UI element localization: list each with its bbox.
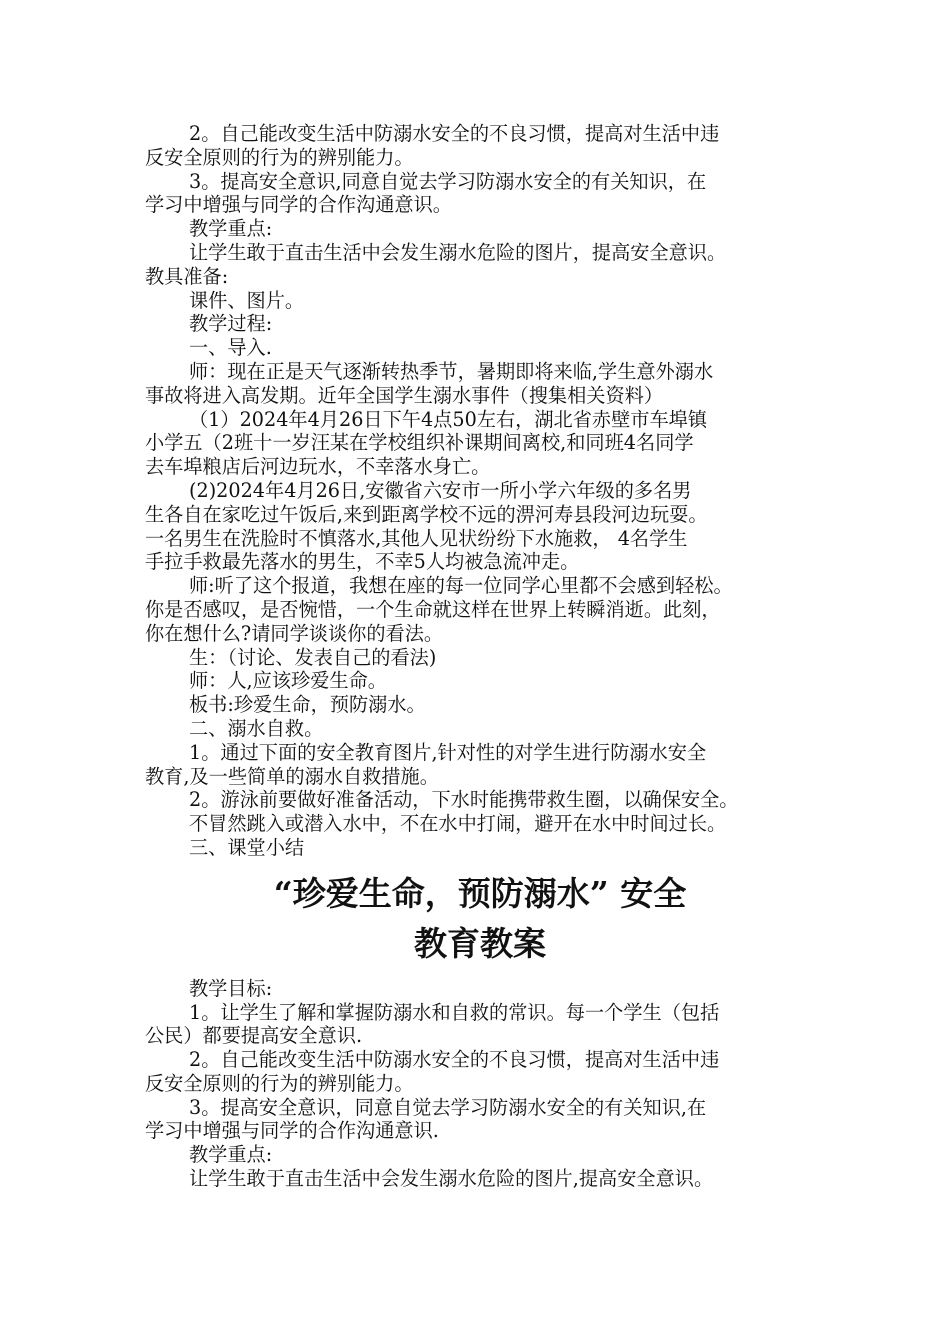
- text-line: 让学生敢于直击生活中会发生溺水危险的图片，提高安全意识。: [189, 240, 727, 264]
- text-line: 教学重点:: [189, 217, 273, 241]
- text-line: 反安全原则的行为的辨别能力。: [145, 145, 414, 169]
- text-line: 1。让学生了解和掌握防溺水和自救的常识。每一个学生（包括: [189, 1000, 720, 1024]
- text-line: 学习中增强与同学的合作沟通意识。: [145, 193, 452, 217]
- text-line: 反安全原则的行为的辨别能力。: [145, 1071, 414, 1095]
- title-line-1: “珍爱生命，预防溺水” 安全: [273, 873, 687, 913]
- text-line: 生：（讨论、发表自己的看法): [189, 645, 437, 669]
- text-line: 公民）都要提高安全意识.: [145, 1024, 363, 1048]
- text-line: 不冒然跳入或潜入水中，不在水中打闹，避开在水中时间过长。: [189, 812, 727, 836]
- text-line: 教学过程:: [189, 312, 273, 336]
- lesson-plan-title: [145, 869, 815, 969]
- text-line: 2。自己能改变生活中防溺水安全的不良习惯，提高对生活中违: [189, 122, 720, 145]
- text-line: 师：人,应该珍爱生命。: [189, 669, 387, 693]
- text-line: 课件、图片。: [189, 288, 305, 312]
- text-line: 1。通过下面的安全教育图片,针对性的对学生进行防溺水安全: [189, 740, 707, 764]
- text-line: 你是否感叹，是否惋惜，一个生命就这样在世界上转瞬消逝。此刻，: [145, 597, 721, 621]
- text-line: 板书:珍爱生命，预防溺水。: [189, 693, 426, 717]
- text-line: 一名男生在洗脸时不慎落水,其他人见状纷纷下水施救， 4名学生: [145, 526, 688, 550]
- text-line: 3。提高安全意识，同意自觉去学习防溺水安全的有关知识,在: [189, 1095, 707, 1119]
- text-line: 教具准备:: [145, 264, 229, 288]
- text-line: 教学重点:: [189, 1143, 273, 1167]
- lesson-plan-continuation: [145, 122, 815, 860]
- text-line: （1）2024年4月26日下午4点50左右，湖北省赤壁市车埠镇: [189, 407, 708, 431]
- title-line-2: 教育教案: [414, 923, 546, 963]
- text-line: 学习中增强与同学的合作沟通意识.: [145, 1119, 439, 1143]
- lesson-plan-body: [145, 977, 815, 1191]
- text-line: 教育,及一些简单的溺水自救措施。: [145, 764, 439, 788]
- text-line: (2)2024年4月26日,安徽省六安市一所小学六年级的多名男: [189, 478, 692, 502]
- text-line: 手拉手救最先落水的男生，不幸5人均被急流冲走。: [145, 550, 580, 574]
- text-line: 2。自己能改变生活中防溺水安全的不良习惯，提高对生活中违: [189, 1048, 720, 1072]
- text-line: 教学目标:: [189, 976, 273, 1000]
- text-line: 三、课堂小结: [189, 835, 305, 859]
- text-line: 师：现在正是天气逐渐转热季节，暑期即将来临,学生意外溺水: [189, 359, 714, 383]
- text-line: 生各自在家吃过午饭后,来到距离学校不远的淠河寿县段河边玩耍。: [145, 502, 708, 526]
- text-line: 一、导入.: [189, 336, 272, 360]
- text-line: 小学五（2班十一岁汪某在学校组织补课期间离校,和同班4名同学: [145, 431, 694, 455]
- text-line: 让学生敢于直击生活中会发生溺水危险的图片,提高安全意识。: [189, 1167, 714, 1191]
- text-line: 3。提高安全意识,同意自觉去学习防溺水安全的有关知识，在: [189, 169, 707, 193]
- text-line: 你在想什么?请同学谈谈你的看法。: [145, 621, 444, 645]
- text-line: 去车埠粮店后河边玩水，不幸落水身亡。: [145, 455, 491, 479]
- document-body: [145, 122, 815, 1191]
- text-line: 事故将进入高发期。近年全国学生溺水事件（搜集相关资料）: [145, 383, 664, 407]
- text-line: 师:听了这个报道，我想在座的每一位同学心里都不会感到轻松。: [189, 574, 733, 598]
- text-line: 二、溺水自救。: [189, 716, 324, 740]
- text-line: 2。游泳前要做好准备活动，下水时能携带救生圈，以确保安全。: [189, 788, 739, 812]
